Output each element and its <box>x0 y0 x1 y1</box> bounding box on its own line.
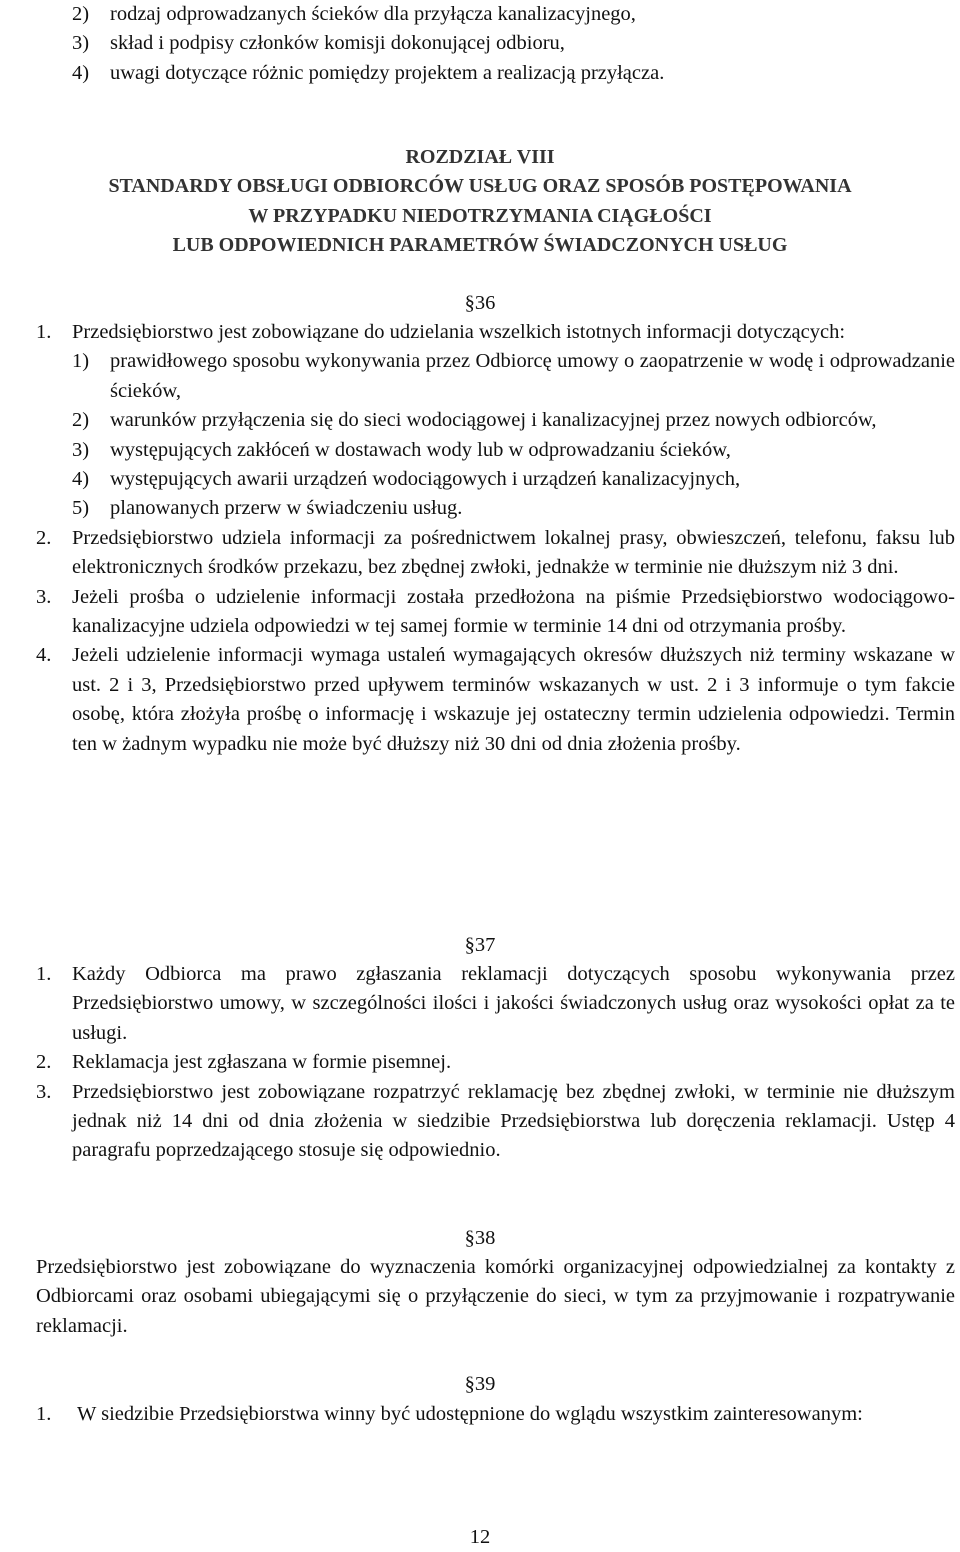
section-36 <box>36 318 955 759</box>
list-item-text: występujących awarii urządzeń wodociągowych i urządzeń kanalizacyjnych, <box>110 468 741 491</box>
section-paragraph <box>36 1400 955 1429</box>
chapter-title-line: W PRZYPADKU NIEDOTRZYMANIA CIĄGŁOŚCI <box>248 204 712 227</box>
paragraph-text: Przedsiębiorstwo jest zobowiązane do wyznaczenia komórki organizacyjnej odpowiedzialnej za kontakty z Odbiorcami oraz osobami ubiegającymi się o przyłączenie do sieci, w tym za przyjmowanie i rozpatrywanie reklamacji. <box>36 1256 955 1337</box>
paragraph-number: 1. <box>36 321 52 343</box>
paragraph-text: W siedzibie Przedsiębiorstwa winny być udostępnione do wglądu wszystkim zainteresowanym: <box>77 1403 863 1425</box>
list-item <box>72 494 955 523</box>
paragraph-number: 3. <box>36 585 52 608</box>
page-number: 12 <box>469 1526 491 1548</box>
section-mark-39: §39 <box>464 1373 496 1395</box>
paragraph-text: Przedsiębiorstwo jest zobowiązane rozpatrzyć reklamację bez zbędnej zwłoki, w terminie nie dłuższym jednak niż 14 dni od dnia złożenia w siedzibie Przedsiębiorstwa lub doręczenia reklamacji. Ustęp 4 paragrafu poprzedzającego stosuje się odpowiednio. <box>72 1080 955 1162</box>
section-paragraph <box>36 1078 955 1166</box>
list-item-number: 3) <box>72 438 90 461</box>
section-paragraph <box>36 641 955 759</box>
continued-list <box>72 0 932 88</box>
list-item <box>72 29 932 58</box>
paragraph-text: Przedsiębiorstwo udziela informacji za pośrednictwem lokalnej prasy, obwieszczeń, telefonu, faksu lub elektronicznych środków przekazu, bez zbędnej zwłoki, jednakże w terminie nie dłuższym niż 3 dni. <box>72 526 955 579</box>
section-paragraph <box>36 960 955 1048</box>
chapter-title-line: LUB ODPOWIEDNICH PARAMETRÓW ŚWIADCZONYCH USŁUG <box>172 234 788 257</box>
list-item <box>72 59 932 88</box>
list-item-text: uwagi dotyczące różnic pomiędzy projektem a realizacją przyłącza. <box>110 61 665 84</box>
section-37 <box>36 960 955 1166</box>
section-38 <box>36 1253 955 1341</box>
paragraph-number: 1. <box>36 1403 52 1425</box>
list-item-number: 4) <box>72 61 90 84</box>
chapter-heading <box>0 143 960 261</box>
paragraph-text: Jeżeli udzielenie informacji wymaga ustaleń wymagających okresów dłuższych niż terminy wskazane w ust. 2 i 3, Przedsiębiorstwo przed upływem terminów wskazanych w ust. 2 i 3 informuje o tym fakcie osobę, która złożyła prośbę o informację i wskazuje jej ostateczny termin udzielenia odpowiedzi. Termin ten w żadnym wypadku nie może być dłuższy niż 30 dni od dnia złożenia prośby. <box>72 644 955 755</box>
paragraph-text: Jeżeli prośba o udzielenie informacji została przedłożona na piśmie Przedsiębiorstwo wodociągowo-kanalizacyjne udziela odpowiedzi w tej samej formie w terminie 14 dni od otrzymania prośby. <box>72 585 955 638</box>
list-item <box>72 406 955 435</box>
list-item-text: prawidłowego sposobu wykonywania przez Odbiorcę umowy o zaopatrzenie w wodę i odprowadzanie ścieków, <box>110 350 955 402</box>
list-item-number: 5) <box>72 497 90 520</box>
list-item-text: rodzaj odprowadzanych ścieków dla przyłącza kanalizacyjnego, <box>110 3 636 25</box>
chapter-title-line: STANDARDY OBSŁUGI ODBIORCÓW USŁUG ORAZ SPOSÓB POSTĘPOWANIA <box>108 175 852 198</box>
section-mark-38: §38 <box>464 1227 496 1249</box>
list-item <box>72 436 955 465</box>
list-item <box>72 347 955 406</box>
subitem-list <box>72 347 955 523</box>
list-item <box>72 0 932 29</box>
section-paragraph <box>36 318 955 524</box>
paragraph-text: Reklamacja jest zgłaszana w formie pisemnej. <box>72 1051 452 1074</box>
section-paragraph <box>36 583 955 642</box>
section-39 <box>36 1400 955 1429</box>
list-item-number: 4) <box>72 468 90 491</box>
paragraph-number: 2. <box>36 526 52 549</box>
paragraph-number: 3. <box>36 1080 52 1103</box>
list-item-number: 2) <box>72 3 90 25</box>
list-item-number: 2) <box>72 409 90 432</box>
section-mark-36: §36 <box>464 292 496 314</box>
section-mark-37: §37 <box>464 934 496 956</box>
list-item-text: skład i podpisy członków komisji dokonującej odbioru, <box>110 32 565 55</box>
section-paragraph <box>36 1048 955 1077</box>
paragraph-number: 4. <box>36 644 52 667</box>
list-item-number: 1) <box>72 350 90 373</box>
list-item-text: warunków przyłączenia się do sieci wodociągowej i kanalizacyjnej przez nowych odbiorców, <box>110 409 877 432</box>
list-item-text: występujących zakłóceń w dostawach wody lub w odprowadzaniu ścieków, <box>110 438 731 461</box>
paragraph-text: Każdy Odbiorca ma prawo zgłaszania reklamacji dotyczących sposobu wykonywania przez Przedsiębiorstwo umowy, w szczególności ilości i jakości świadczonych usług oraz wysokości opłat za te usługi. <box>72 963 955 1044</box>
chapter-number: ROZDZIAŁ VIII <box>405 146 555 168</box>
paragraph-text: Przedsiębiorstwo jest zobowiązane do udzielania wszelkich istotnych informacji dotyczących: <box>72 321 846 343</box>
list-item-text: planowanych przerw w świadczeniu usług. <box>110 497 463 520</box>
paragraph-number: 2. <box>36 1051 52 1074</box>
list-item-number: 3) <box>72 32 90 55</box>
list-item <box>72 465 955 494</box>
section-paragraph <box>36 524 955 583</box>
paragraph-number: 1. <box>36 963 52 985</box>
